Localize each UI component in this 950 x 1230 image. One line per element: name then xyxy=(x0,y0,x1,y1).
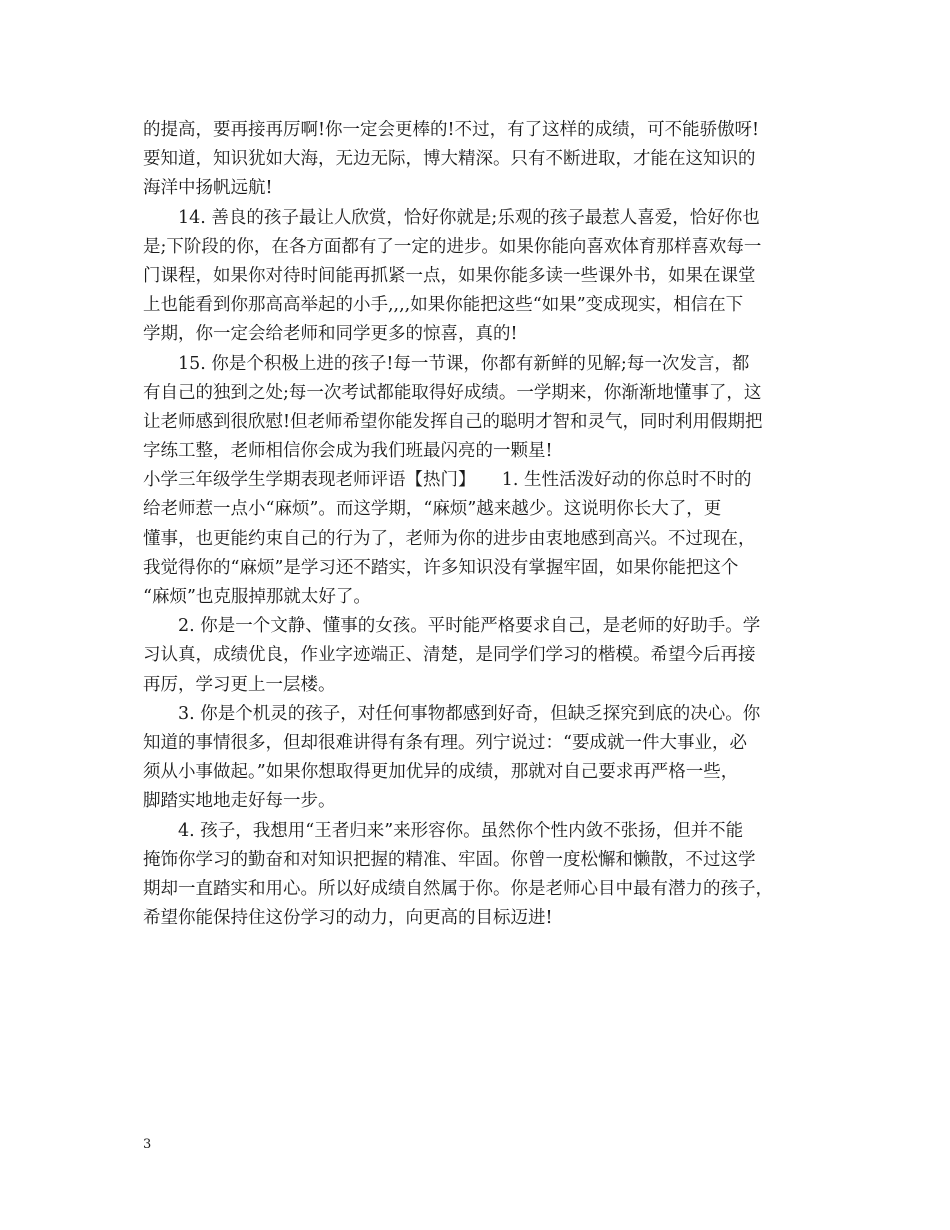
text-line: 上也能看到你那高高举起的小手,,,,如果你能把这些“如果”变成现实，相信在下 xyxy=(143,295,744,316)
text-line: 有自己的独到之处;每一次考试都能取得好成绩。一学期来，你渐渐地懂事了，这 xyxy=(143,382,762,403)
text-line: 期却一直踏实和用心。所以好成绩自然属于你。你是老师心目中最有潜力的孩子， xyxy=(143,878,773,899)
text-line: 我觉得你的“麻烦”是学习还不踏实，许多知识没有掌握牢固，如果你能把这个 xyxy=(143,557,739,578)
text-line: 是;下阶段的你，在各方面都有了一定的进步。如果你能向喜欢体育那样喜欢每一 xyxy=(143,236,762,257)
text-line: 4. 孩子，我想用“王者归来”来形容你。虽然你个性内敛不张扬，但并不能 xyxy=(178,820,744,841)
text-line: 字练工整，老师相信你会成为我们班最闪亮的一颗星! xyxy=(143,441,553,462)
text-line: 学期，你一定会给老师和同学更多的惊喜，真的! xyxy=(143,324,518,345)
text-line: 再厉，学习更上一层楼。 xyxy=(143,674,336,695)
text-line: 希望你能保持住这份学习的动力，向更高的目标迈进! xyxy=(143,908,553,929)
text-line: 2. 你是一个文静、懂事的女孩。平时能严格要求自己，是老师的好助手。学 xyxy=(178,616,761,637)
text-line: “麻烦”也克服掉那就太好了。 xyxy=(143,587,371,607)
text-line: 须从小事做起。”如果你想取得更加优异的成绩，那就对自己要求再严格一些， xyxy=(143,762,739,783)
text-line: 掩饰你学习的勤奋和对知识把握的精准、牢固。你曾一度松懈和懒散，不过这学 xyxy=(143,849,756,870)
text-line: 习认真，成绩优良，作业字迹端正、清楚，是同学们学习的楷模。希望今后再接 xyxy=(143,645,756,666)
text-line: 让老师感到很欣慰!但老师希望你能发挥自己的聪明才智和灵气，同时利用假期把 xyxy=(143,411,763,432)
text-line: 的提高，要再接再厉啊!你一定会更棒的!不过，有了这样的成绩，可不能骄傲呀! xyxy=(143,120,760,140)
page-number: 3 xyxy=(143,1137,152,1152)
text-line: 3. 你是个机灵的孩子，对任何事物都感到好奇，但缺乏探究到底的决心。你 xyxy=(178,703,761,724)
text-line: 要知道，知识犹如大海，无边无际，博大精深。只有不断进取，才能在这知识的 xyxy=(143,149,756,170)
text-line: 海洋中扬帆远航! xyxy=(143,178,273,199)
text-line: 懂事，也更能约束自己的行为了，老师为你的进步由衷地感到高兴。不过现在， xyxy=(143,528,756,549)
text-line: 14. 善良的孩子最让人欣赏，恰好你就是;乐观的孩子最惹人喜爱，恰好你也 xyxy=(178,207,760,228)
text-line: 给老师惹一点小“麻烦”。而这学期，“麻烦”越来越少。这说明你长大了，更 xyxy=(143,499,722,520)
text-line: 知道的事情很多，但却很难讲得有条有理。列宁说过：“要成就一件大事业，必 xyxy=(143,732,747,753)
text-line: 小学三年级学生学期表现老师评语【热门】 1. 生性活泼好动的你总时不时的 xyxy=(143,470,752,491)
text-line: 脚踏实地地走好每一步。 xyxy=(143,791,336,812)
document-body xyxy=(143,116,843,933)
text-line: 门课程，如果你对待时间能再抓紧一点，如果你能多读一些课外书，如果在课堂 xyxy=(143,265,756,286)
text-line: 15. 你是个积极上进的孩子!每一节课，你都有新鲜的见解;每一次发言，都 xyxy=(178,353,750,374)
